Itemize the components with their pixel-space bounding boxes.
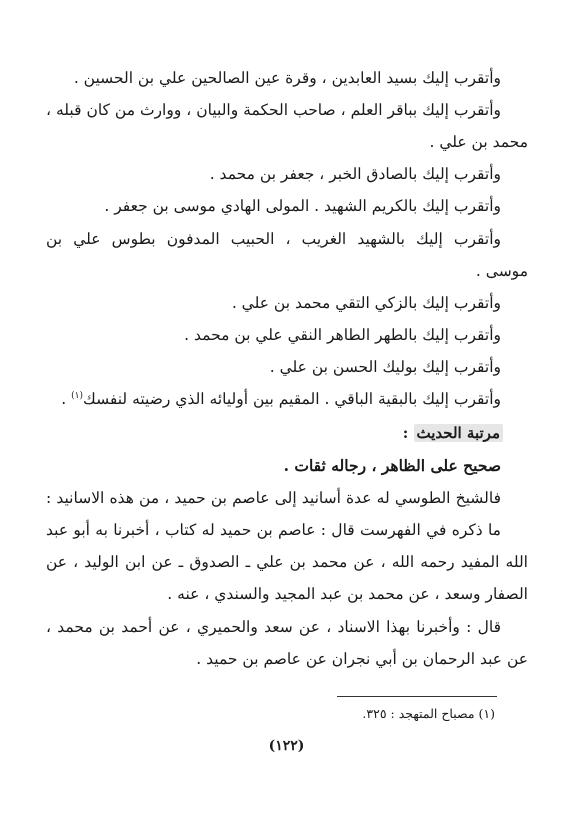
section-heading-colon: : [402,424,414,442]
text-line-10: وأتقرب إليك بوليك الحسن بن علي . [269,358,501,376]
text-line-6: وأتقرب إليك بالشهيد الغريب ، الحبيب المدفون بطوس علي بن [46,230,501,248]
text-line-3: محمد بن علي . [429,133,528,151]
text-line-4: وأتقرب إليك بالصادق الخبر ، جعفر بن محمد . [209,165,501,183]
text-line-15: الله المفيد رحمه الله ، عن محمد بن علي ـ الصدوق ـ عن ابن الوليد ، عن [46,553,528,571]
text-line-7: موسى . [475,262,528,280]
footnote-marker[interactable]: (١) [71,390,84,401]
text-line-17: قال : وأخبرنا بهذا الاسناد ، عن سعد والحميري ، عن أحمد بن محمد ، [46,618,501,636]
section-heading-label: مرتبة الحديث [414,424,503,442]
footnote-divider [337,696,497,697]
text-line-9: وأتقرب إليك بالطهر الطاهر النقي علي بن محمد . [184,326,501,344]
page-number: (١٢٢) [268,738,305,754]
footnote: (١) مصباح المتهجد : ٣٢٥. [362,706,495,721]
text-line-18: عن عبد الرحمان بن أبي نجران عن عاصم بن حميد . [196,650,528,668]
text-line-11-end: . [61,390,72,408]
text-line-11-body: وأتقرب إليك بالبقية الباقي . المقيم بين أوليائه الذي رضيته لنفسك [83,390,501,408]
text-line-8: وأتقرب إليك بالزكي التقي محمد بن علي . [231,294,501,312]
text-line-5: وأتقرب إليك بالكريم الشهيد . المولى الهادي موسى بن جعفر . [104,197,501,215]
text-line-1: وأتقرب إليك بسيد العابدين ، وقرة عين الصالحين علي بن الحسين . [73,69,501,87]
text-line-13: فالشيخ الطوسي له عدة أسانيد إلى عاصم بن حميد ، من هذه الاسانيد : [46,489,501,507]
grading-line: صحيح على الظاهر ، رجاله ثقات . [283,456,501,475]
section-heading [403,420,503,446]
text-line-16: الصفار وسعد ، عن محمد بن عبد المجيد والسندي ، عنه . [167,585,528,603]
text-line-11 [46,384,501,414]
text-line-2: وأتقرب إليك بباقر العلم ، صاحب الحكمة والبيان ، ووارث من كان قبله ، [46,101,501,119]
text-line-14: ما ذكره في الفهرست قال : عاصم بن حميد له كتاب ، أخبرنا به أبو عبد [46,521,501,539]
